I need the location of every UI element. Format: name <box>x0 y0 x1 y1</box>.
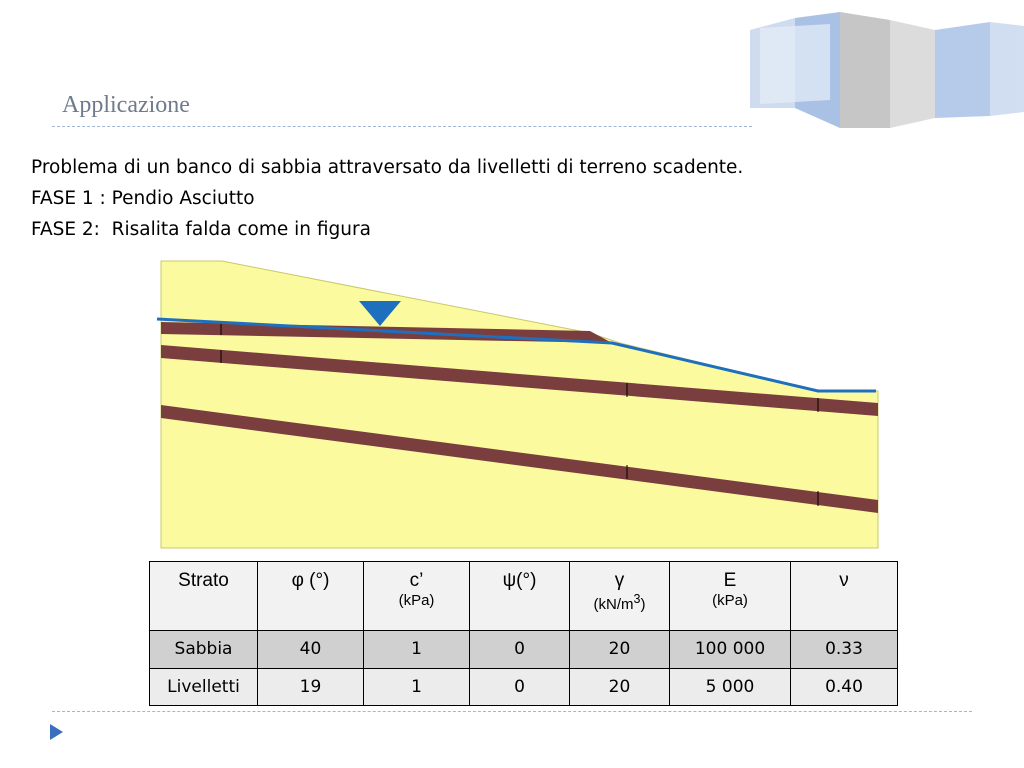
header-psi: ψ(°) <box>470 562 570 631</box>
cell: Sabbia <box>150 631 258 669</box>
table-row <box>150 668 898 706</box>
cell: 1 <box>364 668 470 706</box>
cell: 20 <box>570 668 670 706</box>
header-phi: φ (°) <box>258 562 364 631</box>
cell: 100 000 <box>670 631 791 669</box>
cell: 0.40 <box>791 668 898 706</box>
table-row <box>150 631 898 669</box>
table-header-row <box>150 562 898 631</box>
header-nu: ν <box>791 562 898 631</box>
cell: 19 <box>258 668 364 706</box>
body-line-phase-1: FASE 1 : Pendio Asciutto <box>31 188 255 209</box>
header-cohesion: c’ (kPa) <box>364 562 470 631</box>
body-line-problem: Problema di un banco di sabbia attraversato da livelletti di terreno scadente. <box>31 157 744 178</box>
cell: Livelletti <box>150 668 258 706</box>
parameters-table <box>149 561 898 706</box>
cell: 0 <box>470 668 570 706</box>
cell: 1 <box>364 631 470 669</box>
cell: 0.33 <box>791 631 898 669</box>
body-line-phase-2: FASE 2: Risalita falda come in figura <box>31 219 371 240</box>
footer-divider <box>52 711 972 712</box>
header-gamma: γ $(kN/m^3)$ <box>570 562 670 631</box>
header-strato: Strato <box>150 562 258 631</box>
slide-title: Applicazione <box>62 92 190 118</box>
header-modulus: E (kPa) <box>670 562 791 631</box>
cell: 40 <box>258 631 364 669</box>
right-arrow-icon[interactable] <box>50 724 63 740</box>
cell: 20 <box>570 631 670 669</box>
cell: 0 <box>470 631 570 669</box>
cell: 5 000 <box>670 668 791 706</box>
